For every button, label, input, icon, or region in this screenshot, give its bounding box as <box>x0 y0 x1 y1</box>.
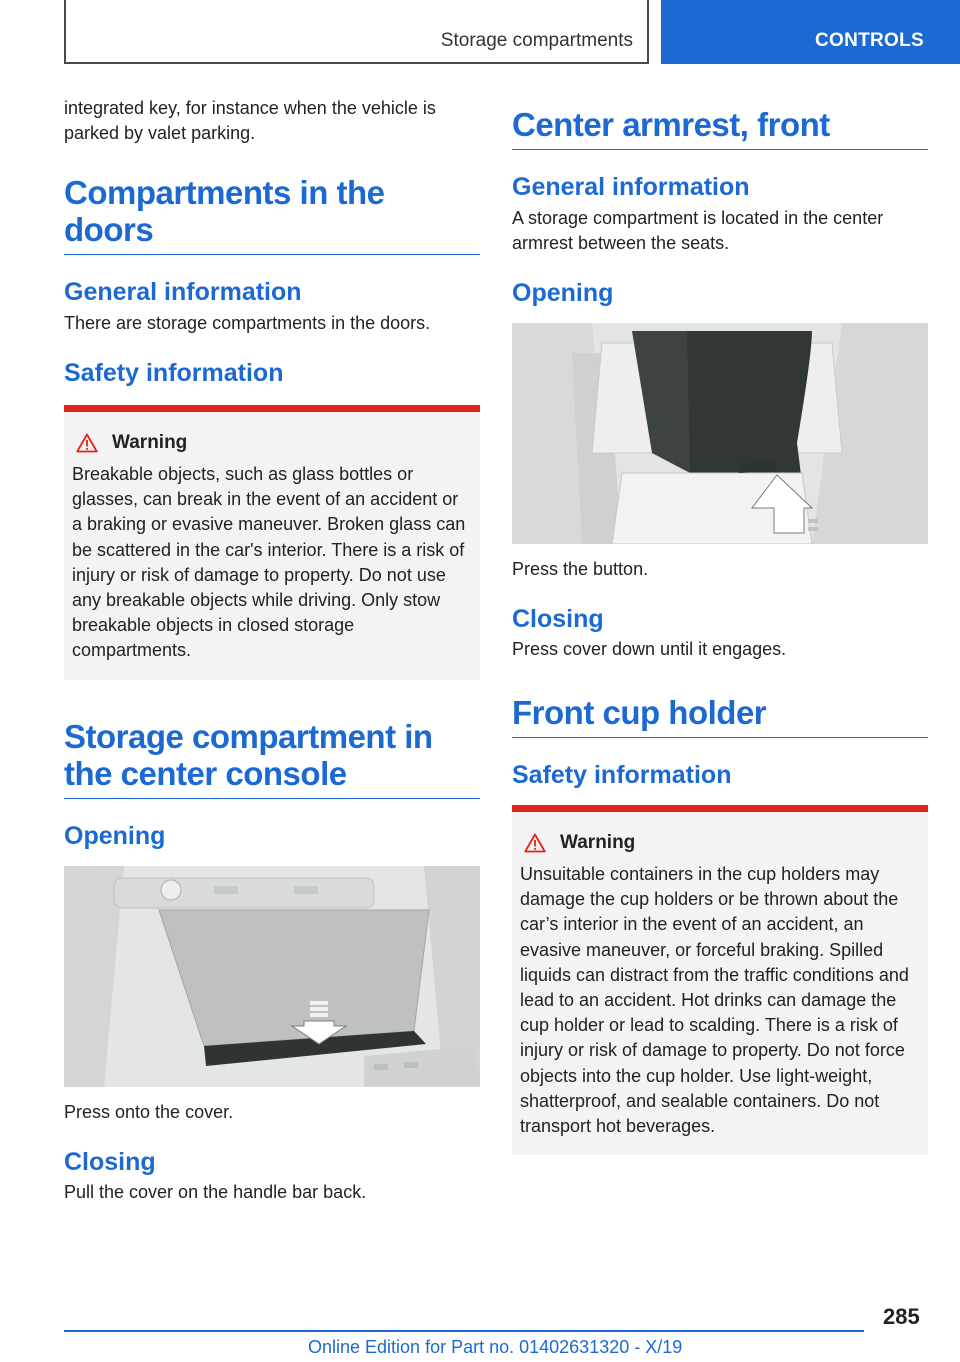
console-closing-heading: Closing <box>64 1147 156 1176</box>
armrest-opening-heading: Opening <box>512 279 614 307</box>
warning-label: Warning <box>112 432 188 453</box>
cupholder-safety-heading: Safety information <box>512 761 732 789</box>
warning-triangle-icon <box>76 433 98 453</box>
doors-safety-heading: Safety information <box>64 359 284 387</box>
armrest-general-text: A storage compartment is located in the center armrest between the seats. <box>512 208 884 253</box>
armrest-closing-heading: Closing <box>512 605 604 633</box>
center-console-illustration <box>64 866 480 1087</box>
section-title: Storage compartments <box>440 30 633 51</box>
warning-label: Warning <box>560 832 636 853</box>
armrest-title: Center armrest, front <box>512 106 928 150</box>
warning-header <box>520 830 920 856</box>
console-opening-heading: Opening <box>64 821 166 850</box>
center-armrest-illustration <box>512 323 928 544</box>
doors-title: Compartments in the doors <box>64 174 480 255</box>
cupholder-warning-text: Unsuitable containers in the cup holders may damage the cup holders or be thrown about the car’s interior in the event of an accident, an evasive maneuver, or forceful braking. Spilled liquids can distract from the traffic conditions and lead to an accident. Hot drinks can damage the cup holder or lead to scalding. There is a risk of injury or risk of damage to property. Do not force objects into the cup holder. Use light-weight, shatterproof, and sealable containers. Do not transport hot beverages. <box>520 864 909 1137</box>
footer-divider <box>64 1330 864 1332</box>
console-image <box>64 866 480 1087</box>
left-column <box>64 96 480 1205</box>
doors-general-text: There are storage compartments in the doors. <box>64 313 431 333</box>
cupholder-warning-box <box>512 805 928 1155</box>
armrest-image <box>512 323 928 544</box>
console-closing-text: Pull the cover on the handle bar back. <box>64 1181 367 1202</box>
warning-triangle-icon <box>524 833 546 853</box>
section-tab <box>64 0 649 64</box>
cupholder-title: Front cup holder <box>512 694 928 738</box>
intro-paragraph: integrated key, for instance when the vehicle is parked by valet parking. <box>64 98 436 143</box>
chapter-tab[interactable] <box>661 0 960 64</box>
armrest-general-heading: General information <box>512 173 750 201</box>
armrest-closing-text: Press cover down until it engages. <box>512 639 787 659</box>
page-number: 285 <box>883 1304 920 1329</box>
console-title: Storage compartment in the center console <box>64 718 480 799</box>
doors-warning-box <box>64 405 480 680</box>
console-opening-text: Press onto the cover. <box>64 1101 234 1122</box>
doors-warning-text: Breakable objects, such as glass bottles or glasses, can break in the event of an accident or a braking or evasive maneuver. Broken glass can be scattered in the car's interior. There is a risk of injury or risk of damage to property. Do not use any breakable objects while driving. Only stow breakable objects in closed storage compartments. <box>72 464 466 661</box>
right-column <box>512 96 928 1155</box>
armrest-opening-text: Press the button. <box>512 559 649 579</box>
warning-header <box>72 430 472 456</box>
chapter-title: CONTROLS <box>815 30 925 51</box>
doors-general-heading: General information <box>64 278 302 306</box>
edition-text: Online Edition for Part no. 01402631320 - X/19 <box>308 1337 683 1357</box>
